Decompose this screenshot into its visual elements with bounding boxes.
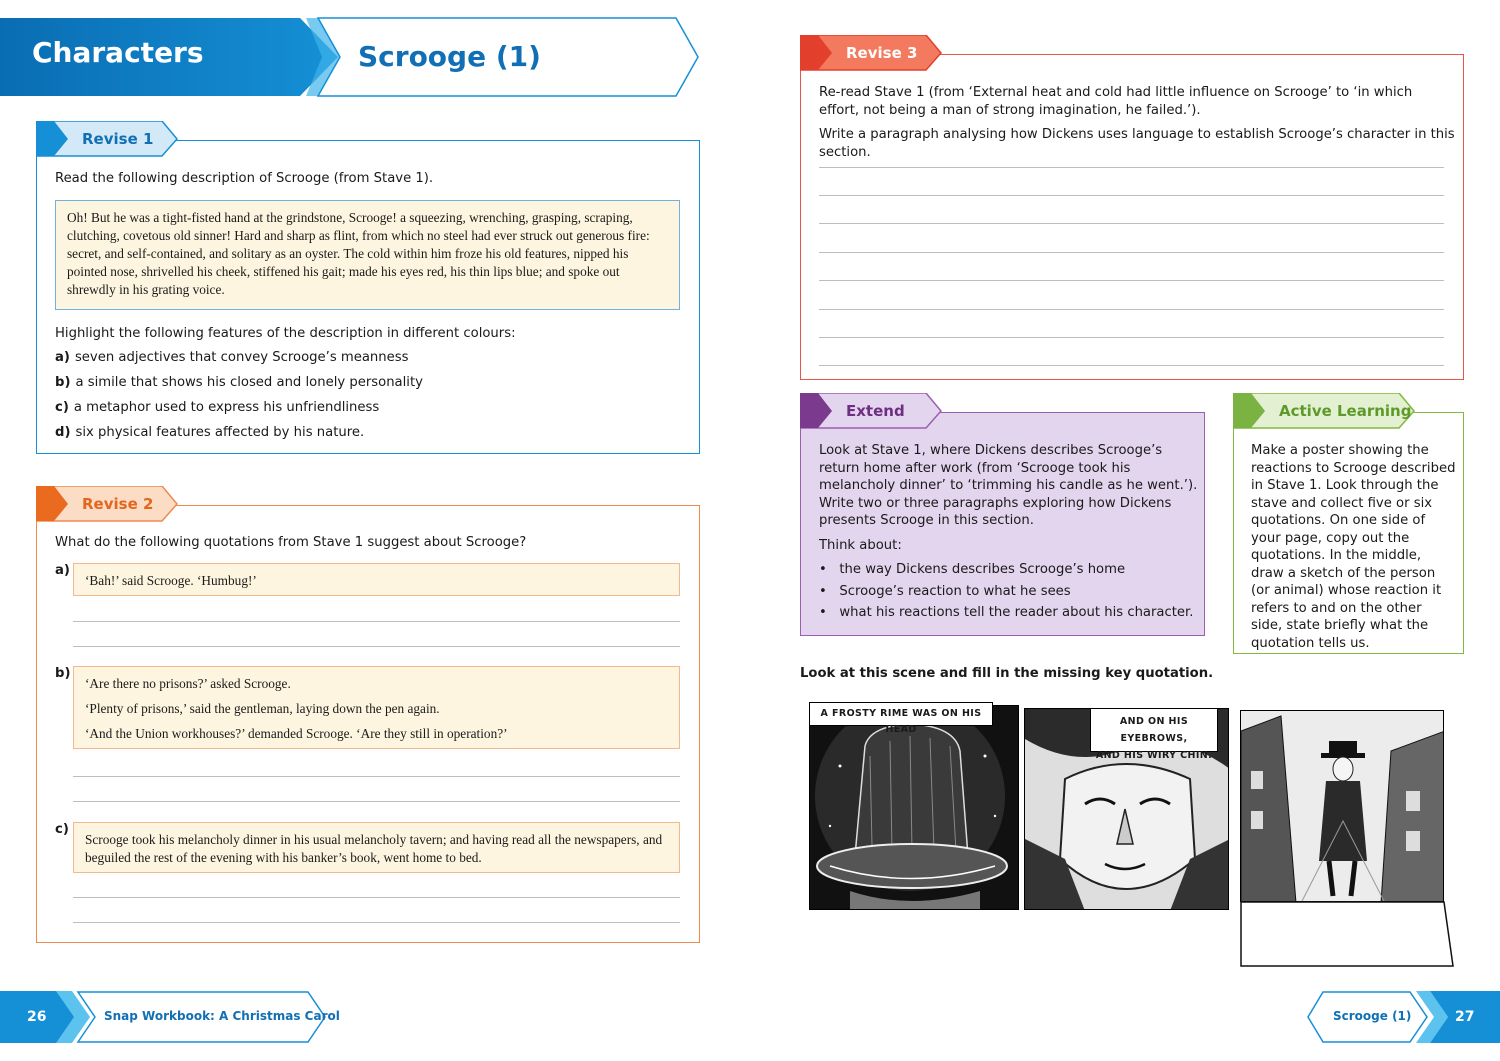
extend-think: Think about:	[819, 538, 902, 553]
revise1-item-b	[55, 375, 423, 390]
active-para: Make a poster showing the reactions to Scrooge described in Stave 1. Look through the stave and collect five or six quotations. On one side of your page, copy out the quotations. In the middle, draw a sketch of the person (or animal) whose reaction it refers to and on the other side, state briefly what the quotation tells us.	[1251, 443, 1456, 651]
extend-bullet: • Scrooge’s reaction to what he sees	[819, 584, 1071, 599]
item-letter: c)	[55, 400, 69, 415]
item-letter: b)	[55, 375, 71, 390]
caption-line: AND ON HIS EYEBROWS,	[1119, 716, 1189, 744]
bullet-text: the way Dickens describes Scrooge’s home	[839, 562, 1126, 577]
caption-line: AND HIS WIRY CHIN.	[1095, 750, 1213, 761]
revise1-intro: Read the following description of Scrooge (from Stave 1).	[55, 171, 434, 186]
revise1-instruction: Highlight the following features of the description in different colours:	[55, 326, 516, 341]
answer-line[interactable]	[819, 309, 1444, 310]
revise2-a-letter	[55, 563, 75, 578]
chapter-title-footer: Scrooge (1)	[1333, 1009, 1412, 1023]
revise1-item-a	[55, 350, 409, 365]
revise2-c-quote: Scrooge took his melancholy dinner in his usual melancholy tavern; and having read all the newspapers, and beguiled the rest of the evening with his banker’s book, went home to bed.	[73, 822, 680, 873]
revise1-item-c	[55, 400, 379, 415]
answer-line[interactable]	[73, 621, 680, 622]
answer-line[interactable]	[73, 801, 680, 802]
item-text: six physical features affected by his nature.	[75, 425, 365, 440]
quote-line: ‘Are there no prisons?’ asked Scrooge.	[85, 676, 291, 691]
answer-line[interactable]	[819, 365, 1444, 366]
revise3-para2: Write a paragraph analysing how Dickens uses language to establish Scrooge’s character in this section.	[819, 127, 1455, 160]
revise2-b-quote	[73, 666, 680, 749]
extend-para: Look at Stave 1, where Dickens describes Scrooge’s return home after work (from ‘Scrooge took his melancholy dinner’ to ‘trimming his candle as he went.’). Write two or three paragraphs exploring how Dickens presents Scrooge in this section.	[819, 443, 1198, 528]
street-illustration	[1241, 711, 1444, 902]
answer-line[interactable]	[819, 195, 1444, 196]
revise3-tab-label: Revise 3	[846, 44, 918, 62]
page-number-left: 26	[27, 1009, 47, 1025]
revise2-a-quote: ‘Bah!’ said Scrooge. ‘Humbug!’	[73, 563, 680, 596]
revise1-tab-label: Revise 1	[82, 130, 154, 148]
revise2-tab-label: Revise 2	[82, 495, 154, 513]
extend-bullet: • what his reactions tell the reader about his character.	[819, 605, 1194, 620]
bullet-text: Scrooge’s reaction to what he sees	[839, 584, 1071, 599]
item-text: a simile that shows his closed and lonely personality	[75, 375, 423, 390]
quote-line: ‘And the Union workhouses?’ demanded Scrooge. ‘Are they still in operation?’	[85, 726, 508, 741]
quote-line: ‘Plenty of prisons,’ said the gentleman, laying down the pen again.	[85, 701, 440, 716]
item-letter: a)	[55, 350, 70, 365]
answer-line[interactable]	[73, 646, 680, 647]
revise2-intro: What do the following quotations from Stave 1 suggest about Scrooge?	[55, 535, 527, 550]
answer-line[interactable]	[819, 337, 1444, 338]
active-tab-label: Active Learning	[1279, 402, 1412, 420]
letter: c)	[55, 822, 69, 837]
answer-line[interactable]	[819, 223, 1444, 224]
book-title: Snap Workbook: A Christmas Carol	[104, 1009, 340, 1023]
revise3-para1: Re-read Stave 1 (from ‘External heat and cold had little influence on Scrooge’ to ‘in which effort, not being a man of strong imagination, he failed.’).	[819, 85, 1413, 118]
answer-line[interactable]	[819, 167, 1444, 168]
page-number-right: 27	[1455, 1009, 1475, 1025]
revise1-item-d	[55, 425, 364, 440]
item-letter: d)	[55, 425, 71, 440]
revise1-quote: Oh! But he was a tight-fisted hand at the grindstone, Scrooge! a squeezing, wrenching, grasping, scraping, clutching, covetous old sinner! Hard and sharp as flint, from which no steel had ever struck out generous fire: secret, and self-contained, and solitary as an oyster. The cold within him froze his old features, nipped his pointed nose, shrivelled his cheek, stiffened his gait; made his eyes red, his thin lips blue; and spoke out shrewdly in his grating voice.	[55, 200, 680, 310]
bullet-text: what his reactions tell the reader about his character.	[839, 605, 1194, 620]
revise2-c-letter	[55, 822, 74, 837]
answer-line[interactable]	[73, 922, 680, 923]
empty-speech-panel[interactable]	[1238, 900, 1456, 970]
item-text: a metaphor used to express his unfriendliness	[73, 400, 380, 415]
item-text: seven adjectives that convey Scrooge’s meanness	[74, 350, 409, 365]
comic-instruction: Look at this scene and fill in the missing key quotation.	[800, 666, 1214, 681]
answer-line[interactable]	[819, 252, 1444, 253]
answer-line[interactable]	[73, 897, 680, 898]
answer-line[interactable]	[819, 280, 1444, 281]
comic-caption-2	[1090, 708, 1218, 761]
answer-line[interactable]	[73, 776, 680, 777]
section-title: Characters	[32, 36, 204, 69]
page-title: Scrooge (1)	[358, 40, 541, 73]
extend-bullet: • the way Dickens describes Scrooge’s home	[819, 562, 1126, 577]
extend-tab-label: Extend	[846, 402, 905, 420]
comic-caption-1: A FROSTY RIME WAS ON HIS HEAD	[809, 702, 993, 726]
letter: b)	[55, 666, 71, 681]
comic-panel-street	[1240, 710, 1444, 902]
letter: a)	[55, 563, 70, 578]
